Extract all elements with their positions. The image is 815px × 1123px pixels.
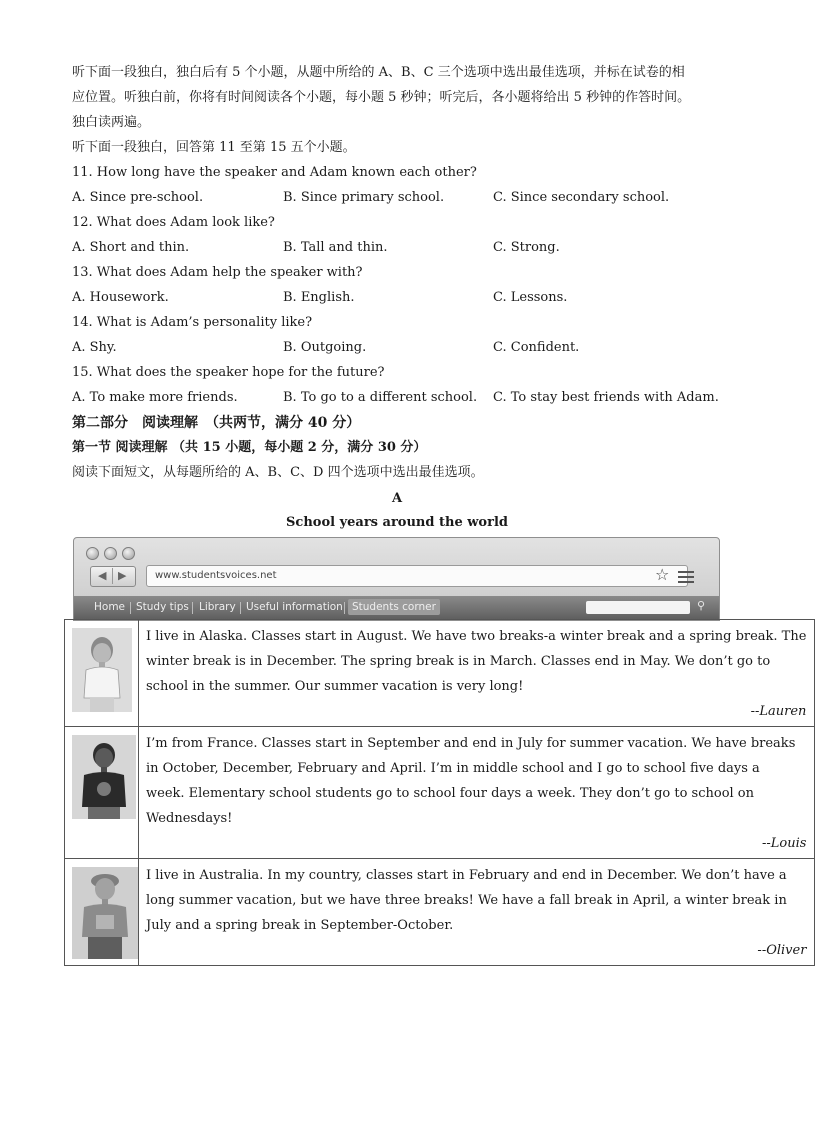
bookmark-star-icon[interactable]: ☆ [655, 565, 670, 584]
photo-cell [65, 727, 139, 859]
site-search-input[interactable] [586, 601, 690, 614]
intro-line-4: 听下面一段独白，回答第 11 至第 15 五个小题。 [72, 140, 356, 155]
search-icon[interactable]: ⚲ [697, 599, 706, 612]
forward-arrow-icon[interactable]: ▶ [118, 569, 127, 582]
address-bar[interactable] [146, 565, 688, 587]
q14-option-b: B. Outgoing. [283, 340, 367, 355]
nav-buttons [90, 566, 136, 587]
intro-line-3: 独白读两遍。 [72, 115, 151, 130]
q13-option-a: A. Housework. [72, 290, 169, 305]
q13-option-b: B. English. [283, 290, 355, 305]
q15-option-c: C. To stay best friends with Adam. [493, 390, 719, 405]
post-line: winter break is in December. The spring break is in March. Classes end in May. We don’t go to [146, 654, 771, 669]
nav-separator [344, 602, 345, 614]
post-text-lauren [139, 620, 815, 727]
q15-option-b: B. To go to a different school. [283, 390, 478, 405]
q14-option-a: A. Shy. [72, 340, 117, 355]
section1-heading: 第一节 阅读理解 （共 15 小题，每小题 2 分，满分 30 分） [72, 440, 427, 455]
q11-option-a: A. Since pre-school. [72, 190, 204, 205]
post-row-louis [65, 727, 815, 859]
student-photo-lauren [72, 628, 132, 712]
window-minimize-icon[interactable] [104, 547, 117, 560]
question-15: 15. What does the speaker hope for the future? [72, 365, 385, 380]
post-line: week. Elementary school students go to school four days a week. They don’t go to school on [146, 786, 755, 801]
nav-separator [130, 602, 131, 614]
q12-option-a: A. Short and thin. [72, 240, 190, 255]
part2-heading: 第二部分 阅读理解 （共两节，满分 40 分） [72, 415, 361, 431]
passage-letter: A [391, 491, 403, 506]
address-url: www.studentsvoices.net [155, 570, 277, 581]
question-12: 12. What does Adam look like? [72, 215, 275, 230]
question-13: 13. What does Adam help the speaker with? [72, 265, 363, 280]
student-posts-table [64, 619, 815, 966]
nav-separator [192, 602, 193, 614]
post-row-oliver [65, 859, 815, 966]
nav-library[interactable]: Library [199, 601, 236, 613]
reading-instruction: 阅读下面短文，从每题所给的 A、B、C、D 四个选项中选出最佳选项。 [72, 465, 484, 480]
post-text-oliver [139, 859, 815, 966]
nav-home[interactable]: Home [94, 601, 126, 613]
post-author-louis: --Louis [761, 836, 807, 851]
photo-cell [65, 859, 139, 966]
post-line: in October, December, February and April. I’m in middle school and I go to school five days a [146, 761, 760, 776]
post-line: school in the summer. Our summer vacation is very long! [146, 679, 524, 694]
nav-useful-information[interactable]: Useful information [246, 601, 343, 613]
post-line: I’m from France. Classes start in September and end in July for summer vacation. We have breaks [146, 736, 796, 751]
question-14: 14. What is Adam’s personality like? [72, 315, 313, 330]
question-11: 11. How long have the speaker and Adam known each other? [72, 165, 477, 180]
nav-separator [240, 602, 241, 614]
menu-icon[interactable] [678, 571, 694, 586]
nav-study-tips[interactable]: Study tips [136, 601, 189, 613]
post-row-lauren [65, 620, 815, 727]
q13-option-c: C. Lessons. [493, 290, 568, 305]
passage-title: School years around the world [286, 515, 508, 530]
student-photo-louis [72, 735, 136, 819]
student-photo-oliver [72, 867, 138, 959]
q12-option-c: C. Strong. [493, 240, 560, 255]
browser-window [73, 537, 720, 621]
post-line: I live in Alaska. Classes start in August. We have two breaks-a winter break and a spring break. The [146, 629, 807, 644]
q11-option-b: B. Since primary school. [283, 190, 445, 205]
back-arrow-icon[interactable]: ◀ [98, 569, 107, 582]
post-author-oliver: --Oliver [757, 943, 807, 958]
post-author-lauren: --Lauren [750, 704, 807, 719]
post-line: I live in Australia. In my country, classes start in February and end in December. We don’t have a [146, 868, 787, 883]
nav-divider [112, 568, 113, 584]
post-line: Wednesdays! [146, 811, 233, 826]
post-line: July and a spring break in September-October. [146, 918, 454, 933]
q14-option-c: C. Confident. [493, 340, 580, 355]
intro-line-1: 听下面一段独白，独白后有 5 个小题，从题中所给的 A、B、C 三个选项中选出最佳选项，并标在试卷的相 [72, 65, 685, 80]
q15-option-a: A. To make more friends. [72, 390, 238, 405]
q11-option-c: C. Since secondary school. [493, 190, 670, 205]
window-close-icon[interactable] [86, 547, 99, 560]
post-line: long summer vacation, but we have three breaks! We have a fall break in April, a winter break in [146, 893, 787, 908]
post-text-louis [139, 727, 815, 859]
photo-cell [65, 620, 139, 727]
window-maximize-icon[interactable] [122, 547, 135, 560]
intro-line-2: 应位置。听独白前，你将有时间阅读各个小题，每小题 5 秒钟；听完后，各小题将给出 5 秒钟的作答时间。 [72, 90, 691, 105]
nav-students-corner[interactable]: Students corner [348, 599, 440, 615]
q12-option-b: B. Tall and thin. [283, 240, 388, 255]
